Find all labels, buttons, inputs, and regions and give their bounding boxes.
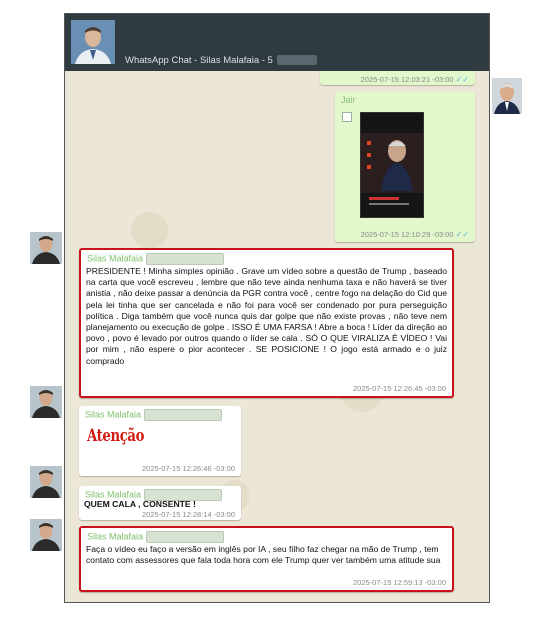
- redacted-phone: [277, 55, 317, 65]
- message-bubble[interactable]: [320, 71, 475, 85]
- redacted-phone: [144, 409, 222, 421]
- redacted-phone: [146, 253, 224, 265]
- message-sender: Silas Malafaia: [87, 531, 224, 543]
- message-bubble[interactable]: [79, 486, 241, 520]
- message-timestamp: 2025-07-15 12:10:29 -03:00 ✓✓: [360, 230, 469, 239]
- avatar-silas: [30, 386, 62, 418]
- message-bubble[interactable]: [335, 92, 475, 242]
- message-timestamp: 2025-07-15 12:28:14 -03:00: [142, 510, 235, 519]
- message-text: PRESIDENTE ! Minha simples opinião . Grave um vídeo sobre a questão de Trump , baseado na carta que você escreveu , lembre que não teve ainda nenhuma taxa e não haverá se tiver anistia , não deixe passar a denúncia da PGR contra você , centre fogo na delação do Cid que pela lei tinha que ser cancelada e não foi para você ser condenado por pura perseguição política . Diga também que você nunca quis dar golpe que não existe provas , não teve nem planejamento ou execução de golpe . ISSO É UMA FARSA ! Abre a boca ! Líder da direção ao povo , povo é levado por outros quando o líder se cala . SÓ O QUE VIRALIZA É VÍDEO ! Vai por mim , não espere o pior acontecer . SE POSICIONE ! O jogo está armado e o juiz comprado: [86, 266, 447, 366]
- avatar-silas: [30, 519, 62, 551]
- message-timestamp: 2025-07-15 12:59:13 -03:00: [353, 578, 446, 587]
- message-bubble[interactable]: [79, 406, 241, 476]
- chat-title: [125, 55, 317, 66]
- attention-sticker: Atenção: [87, 426, 145, 446]
- message-sender: Silas Malafaia: [85, 489, 222, 501]
- message-text: QUEM CALA , CONSENTE !: [84, 499, 196, 509]
- chat-header: [65, 14, 489, 71]
- redacted-phone: [146, 531, 224, 543]
- message-timestamp: 2025-07-15 12:26:46 -03:00: [142, 464, 235, 473]
- double-check-icon: ✓✓: [455, 230, 469, 239]
- avatar-jair: [492, 78, 522, 114]
- message-sender: Jair: [341, 95, 356, 105]
- message-sender: Silas Malafaia: [87, 253, 224, 265]
- message-bubble[interactable]: [79, 248, 454, 398]
- select-checkbox[interactable]: [342, 112, 352, 122]
- message-text: Faça o vídeo eu faço a versão em inglês por IA , seu filho faz chegar na mão de Trump , tem contato com assessores que fala toda hora com ele Trump quer ver também uma atitude sua: [86, 544, 441, 566]
- contact-avatar[interactable]: [71, 20, 115, 64]
- message-timestamp: 2025-07-15 12:03:21 -03:00 ✓✓: [360, 75, 469, 84]
- double-check-icon: ✓✓: [455, 75, 469, 84]
- avatar-silas: [30, 232, 62, 264]
- video-thumbnail[interactable]: [360, 112, 424, 218]
- avatar-silas: [30, 466, 62, 498]
- message-timestamp: 2025-07-15 12:26:45 -03:00: [353, 384, 446, 393]
- message-bubble[interactable]: [79, 526, 454, 592]
- message-sender: Silas Malafaia: [85, 409, 222, 421]
- chat-title-text: WhatsApp Chat - Silas Malafaia - 5: [125, 55, 273, 66]
- chat-window: [64, 13, 490, 603]
